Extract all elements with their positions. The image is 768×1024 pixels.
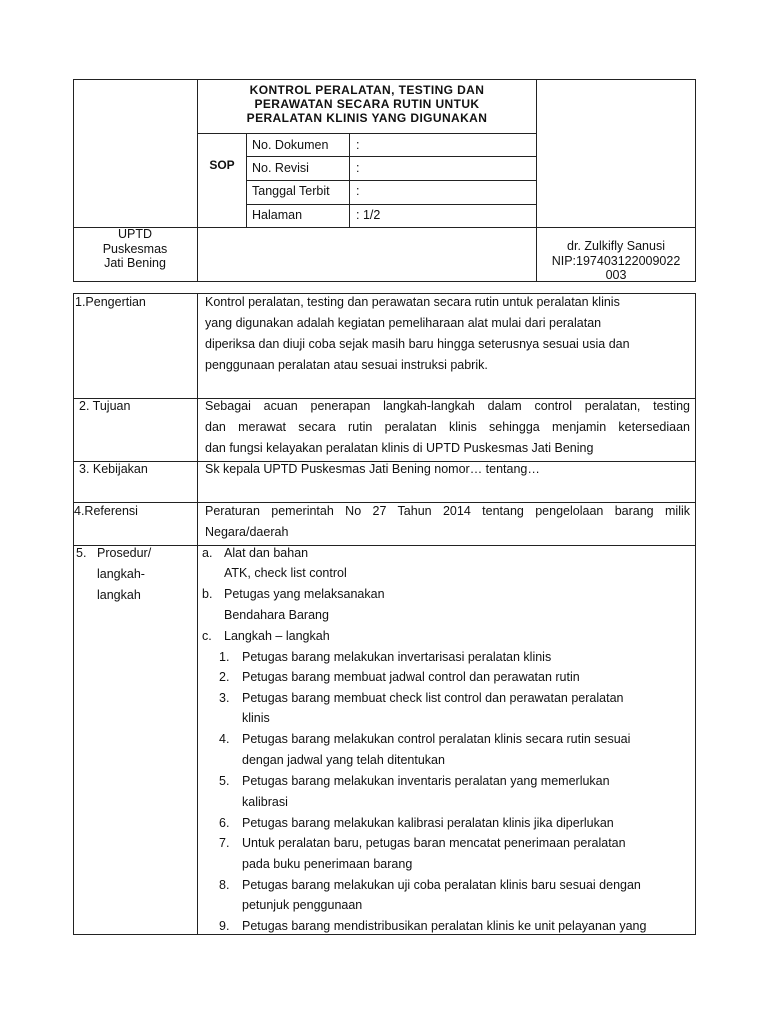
text-line: Sk kepala UPTD Puskesmas Jati Bening nomor… tentang… [205,462,540,476]
title-line: PERALATAN KLINIS YANG DIGUNAKAN [246,111,488,125]
meta-label-tanggal-terbit: Tanggal Terbit [252,184,330,198]
organization-name [73,227,197,271]
text-line: diperiksa dan diuji coba sejak masih baru hingga seterusnya sesuai usia dan [205,337,630,351]
step-text: Petugas barang melakukan uji coba peralatan klinis baru sesuai dengan [242,878,641,892]
step-text-cont: petunjuk penggunaan [242,898,363,912]
section-text-tujuan [205,396,690,459]
item-a-text: ATK, check list control [224,566,347,580]
step-text-cont: dengan jadwal yang telah ditentukan [242,753,445,767]
meta-value-no-revisi: : [356,161,360,175]
section-label-tujuan: 2. Tujuan [79,399,131,413]
step-text: Petugas barang membuat jadwal control dan perawatan rutin [242,670,580,684]
step-text: Petugas barang membuat check list control dan perawatan peralatan [242,691,624,705]
item-a-label: a. [202,546,213,560]
label-line: langkah- [97,567,145,581]
text-line: Peraturan pemerintah No 27 Tahun 2014 tentang pengelolaan barang milik [205,504,690,518]
org-line: UPTD [117,227,153,241]
step-number: 4. [219,732,230,746]
signer-block [537,239,695,283]
step-text: Petugas barang melakukan invertarisasi peralatan klinis [242,650,552,664]
section-label-prosedur [97,543,151,606]
meta-value-no-dokumen: : [356,138,360,152]
text-line: dan fungsi kelayakan peralatan klinis di UPTD Puskesmas Jati Bening [205,441,594,455]
signer-nip: NIP:197403122009022 [551,253,681,268]
step-number: 1. [219,650,230,664]
section-text-pengertian [205,292,690,376]
section-text-kebijakan [205,459,690,480]
signer-name: dr. Zulkifly Sanusi [567,239,665,253]
step-text: Untuk peralatan baru, petugas baran mencatat penerimaan peralatan [242,836,626,850]
sop-label: SOP [209,158,235,172]
step-text-cont: pada buku penerimaan barang [242,857,413,871]
document-title [198,83,536,125]
org-line: Jati Bening [104,256,166,270]
meta-label-no-dokumen: No. Dokumen [252,138,329,152]
section-label-referensi: 4.Referensi [74,504,138,518]
text-line: Kontrol peralatan, testing dan perawatan secara rutin untuk peralatan klinis [205,295,620,309]
step-number: 9. [219,919,230,933]
step-text: Petugas barang melakukan inventaris peralatan yang memerlukan [242,774,610,788]
meta-value-halaman: : 1/2 [356,208,381,222]
step-text-cont: klinis [242,711,270,725]
item-c-title: Langkah – langkah [224,629,330,643]
step-text: Petugas barang melakukan kalibrasi peralatan klinis jika diperlukan [242,816,614,830]
text-line: yang digunakan adalah kegiatan pemeliharaan alat mulai dari peralatan [205,316,602,330]
text-line: penggunaan peralatan atau sesuai instruksi pabrik. [205,358,488,372]
step-text: Petugas barang mendistribusikan peralatan klinis ke unit pelayanan yang [242,919,647,933]
meta-value-tanggal-terbit: : [356,184,360,198]
label-line: langkah [97,588,141,602]
title-line: PERAWATAN SECARA RUTIN UNTUK [254,97,480,111]
step-number: 6. [219,816,230,830]
text-line: dan merawat secara rutin peralatan klinis sehingga menjamin ketersediaan [205,420,690,434]
item-b-title: Petugas yang melaksanakan [224,587,385,601]
section-label-pengertian: 1.Pengertian [75,295,146,309]
meta-label-halaman: Halaman [252,208,303,222]
title-line: KONTROL PERALATAN, TESTING DAN [249,83,485,97]
step-number: 7. [219,836,230,850]
step-number: 2. [219,670,230,684]
section-label-kebijakan: 3. Kebijakan [79,462,148,476]
label-line: Prosedur/ [97,546,152,560]
section-text-referensi [205,501,690,543]
text-line: Negara/daerah [205,525,289,539]
section-number-prosedur: 5. [76,546,87,560]
meta-label-no-revisi: No. Revisi [252,161,309,175]
step-number: 8. [219,878,230,892]
item-c-label: c. [202,629,212,643]
item-b-label: b. [202,587,213,601]
item-b-text: Bendahara Barang [224,608,329,622]
step-number: 3. [219,691,230,705]
step-text-cont: kalibrasi [242,795,288,809]
step-number: 5. [219,774,230,788]
step-text: Petugas barang melakukan control peralatan klinis secara rutin sesuai [242,732,631,746]
text-line: Sebagai acuan penerapan langkah-langkah dalam control peralatan, testing [205,399,690,413]
org-line: Puskesmas [102,241,168,256]
signer-nip-cont: 003 [605,268,627,282]
item-a-title: Alat dan bahan [224,546,309,560]
